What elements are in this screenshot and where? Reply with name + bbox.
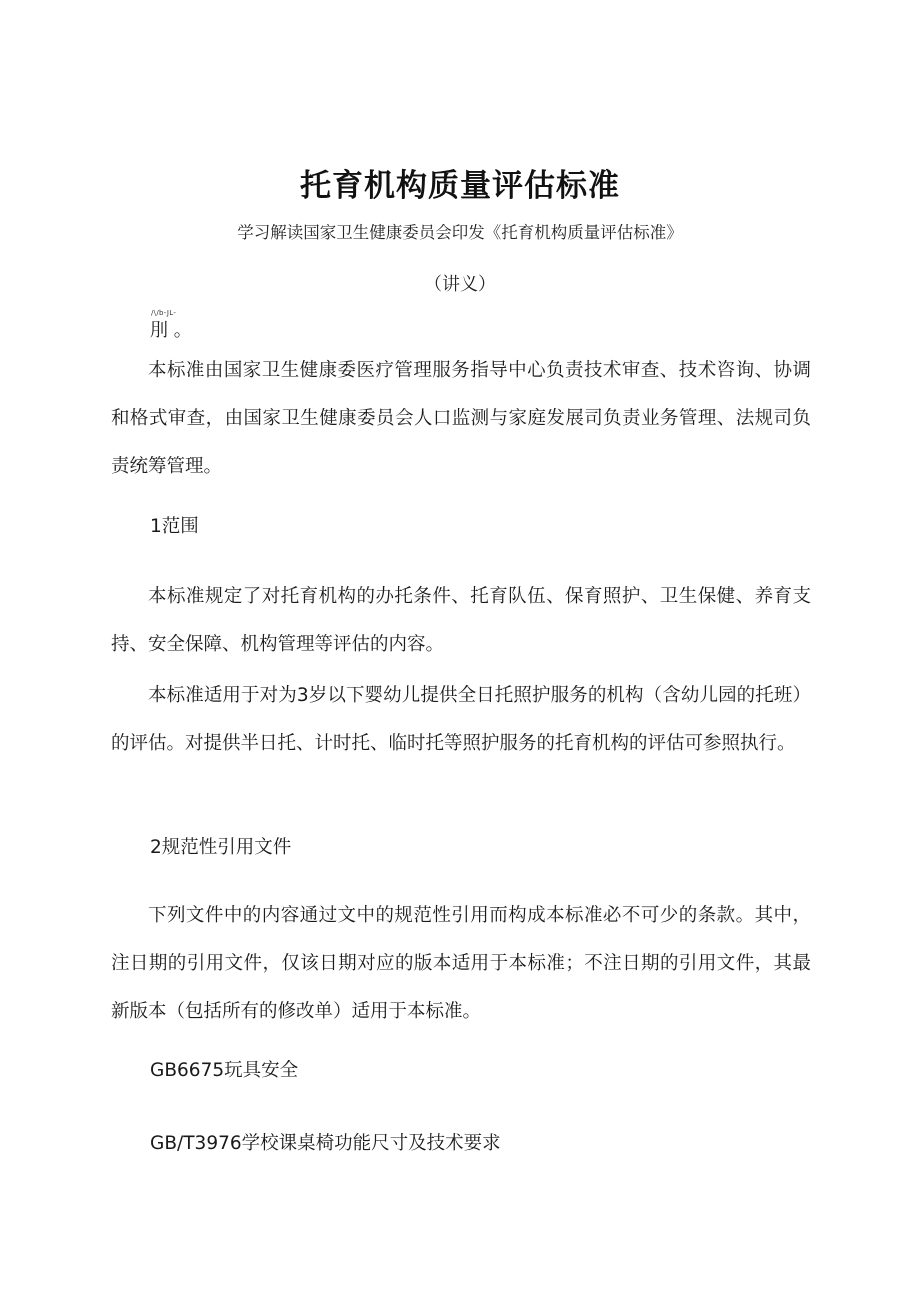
section-heading-normative-refs: 2规范性引用文件 <box>150 837 292 858</box>
preface-heading: 刖 。 <box>150 320 192 341</box>
section-heading-scope: 1范围 <box>150 516 199 537</box>
refs-intro-paragraph: 下列文件中的内容通过文中的规范性引用而构成本标准必不可少的条款。其中，注日期的引用文件，仅该日期对应的版本适用于本标准；不注日期的引用文件，其最新版本（包括所有的修改单）适用于本标准。 <box>111 905 811 1022</box>
reference-item: GB/T3976学校课桌椅功能尺寸及技术要求 <box>150 1133 501 1154</box>
scope-paragraph-1: 本标准规定了对托育机构的办托条件、托育队伍、保育照护、卫生保健、养育支持、安全保障、机构管理等评估的内容。 <box>111 586 811 655</box>
intro-paragraph: 本标准由国家卫生健康委医疗管理服务指导中心负责技术审查、技术咨询、协调和格式审查，由国家卫生健康委员会人口监测与家庭发展司负责业务管理、法规司负责统筹管理。 <box>111 360 811 477</box>
scope-paragraph-2: 本标准适用于对为3岁以下婴幼儿提供全日托照护服务的机构（含幼儿园的托班）的评估。对提供半日托、计时托、临时托等照护服务的托育机构的评估可参照执行。 <box>111 685 811 754</box>
lecture-label: （讲义） <box>424 274 496 295</box>
document-title: 托育机构质量评估标准 <box>300 168 620 204</box>
document-subtitle: 学习解读国家卫生健康委员会印发《托育机构质量评估标准》 <box>237 223 683 242</box>
preface-heading-fragment: /\/b-JL- <box>151 309 177 317</box>
reference-item: GB6675玩具安全 <box>150 1060 299 1081</box>
